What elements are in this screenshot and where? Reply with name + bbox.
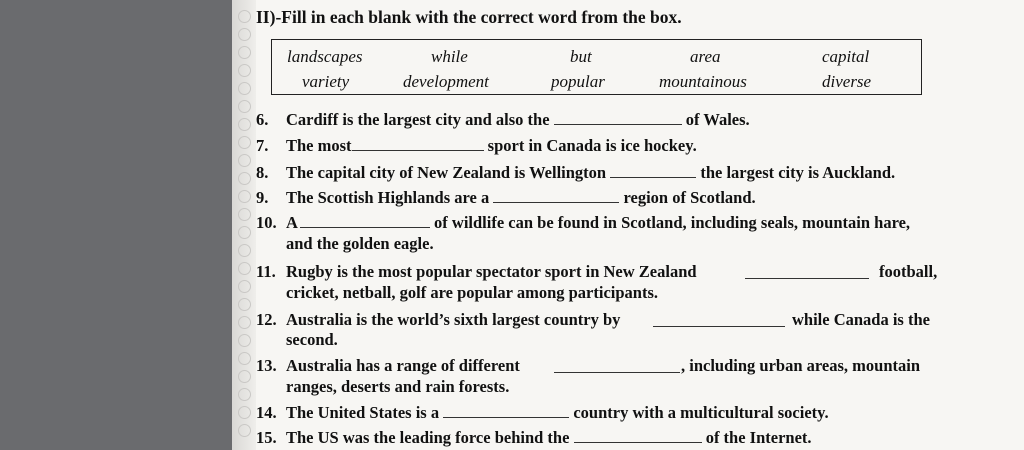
- word-item: development: [403, 72, 489, 91]
- question-number: 8.: [256, 163, 269, 182]
- hole-icon: [238, 280, 251, 293]
- hole-icon: [238, 28, 251, 41]
- answer-blank[interactable]: [554, 110, 682, 125]
- answer-blank[interactable]: [300, 213, 430, 228]
- question-number: 14.: [256, 403, 277, 422]
- word-box: [271, 39, 922, 95]
- question-12-continuation: second.: [286, 330, 338, 349]
- word-item: but: [570, 47, 592, 66]
- hole-icon: [238, 406, 251, 419]
- answer-blank[interactable]: [653, 312, 785, 327]
- answer-blank[interactable]: [443, 403, 569, 418]
- answer-blank[interactable]: [610, 163, 696, 178]
- question-text: of wildlife can be found in Scotland, including seals, mountain hare,: [434, 213, 911, 232]
- question-text: The Scottish Highlands are a: [286, 188, 490, 207]
- word-item: variety: [302, 72, 350, 91]
- question-10: [256, 213, 910, 233]
- answer-blank[interactable]: [745, 264, 869, 279]
- hole-icon: [238, 370, 251, 383]
- word-item: diverse: [822, 72, 872, 91]
- hole-icon: [238, 118, 251, 131]
- question-number: 6.: [256, 110, 269, 129]
- answer-blank[interactable]: [554, 358, 680, 373]
- question-text: Rugby is the most popular spectator sport in New Zealand: [286, 262, 697, 281]
- hole-icon: [238, 424, 251, 437]
- question-9: [256, 188, 756, 208]
- question-text: The most: [286, 136, 352, 155]
- question-10-continuation: and the golden eagle.: [286, 234, 434, 253]
- question-number: 15.: [256, 428, 277, 447]
- question-number: 9.: [256, 188, 269, 207]
- question-text: country with a multicultural society.: [573, 403, 829, 422]
- question-11: [256, 262, 697, 282]
- question-number: 10.: [256, 213, 277, 232]
- hole-icon: [238, 262, 251, 275]
- hole-icon: [238, 136, 251, 149]
- question-text: Australia has a range of different: [286, 356, 520, 375]
- question-text: Cardiff is the largest city and also the: [286, 110, 550, 129]
- word-item: popular: [551, 72, 605, 91]
- question-15: [256, 428, 812, 448]
- question-13: [256, 356, 520, 376]
- word-item: capital: [822, 47, 870, 66]
- question-7: [256, 136, 697, 156]
- question-number: 13.: [256, 356, 277, 375]
- hole-icon: [238, 154, 251, 167]
- question-text: of Wales.: [685, 110, 750, 129]
- question-text: The capital city of New Zealand is Wellington: [286, 163, 607, 182]
- word-item: area: [690, 47, 721, 66]
- question-text: sport in Canada is ice hockey.: [487, 136, 697, 155]
- left-margin-bar: [0, 0, 232, 450]
- word-item: while: [431, 47, 468, 66]
- question-number: 12.: [256, 310, 277, 329]
- hole-icon: [238, 64, 251, 77]
- question-6: [256, 110, 750, 130]
- question-text: Australia is the world’s sixth largest country by: [286, 310, 621, 329]
- question-text: , including urban areas, mountain: [681, 356, 921, 375]
- question-14: [256, 403, 829, 423]
- question-13-continuation: ranges, deserts and rain forests.: [286, 377, 510, 396]
- question-text: region of Scotland.: [623, 188, 756, 207]
- question-text: A: [286, 213, 298, 232]
- word-item: landscapes: [287, 47, 363, 66]
- question-text: the largest city is Auckland.: [700, 163, 896, 182]
- question-12: [256, 310, 620, 330]
- hole-icon: [238, 352, 251, 365]
- hole-icon: [238, 10, 251, 23]
- hole-icon: [238, 244, 251, 257]
- hole-icon: [238, 226, 251, 239]
- exercise-title: II)-Fill in each blank with the correct word from the box.: [256, 7, 682, 27]
- answer-blank[interactable]: [352, 136, 484, 151]
- question-text: The US was the leading force behind the: [286, 428, 570, 447]
- hole-icon: [238, 100, 251, 113]
- question-text: football,: [879, 262, 938, 281]
- hole-icon: [238, 46, 251, 59]
- hole-icon: [238, 190, 251, 203]
- answer-blank[interactable]: [574, 428, 702, 443]
- hole-icon: [238, 82, 251, 95]
- hole-icon: [238, 334, 251, 347]
- question-text: of the Internet.: [705, 428, 812, 447]
- answer-blank[interactable]: [493, 188, 619, 203]
- hole-icon: [238, 316, 251, 329]
- question-number: 7.: [256, 136, 269, 155]
- question-11-continuation: cricket, netball, golf are popular among participants.: [286, 283, 659, 302]
- hole-icon: [238, 172, 251, 185]
- hole-icon: [238, 298, 251, 311]
- hole-icon: [238, 208, 251, 221]
- question-text: The United States is a: [286, 403, 440, 422]
- word-item: mountainous: [659, 72, 747, 91]
- question-number: 11.: [256, 262, 276, 281]
- hole-icon: [238, 388, 251, 401]
- question-8: [256, 163, 895, 183]
- question-text: while Canada is the: [792, 310, 930, 329]
